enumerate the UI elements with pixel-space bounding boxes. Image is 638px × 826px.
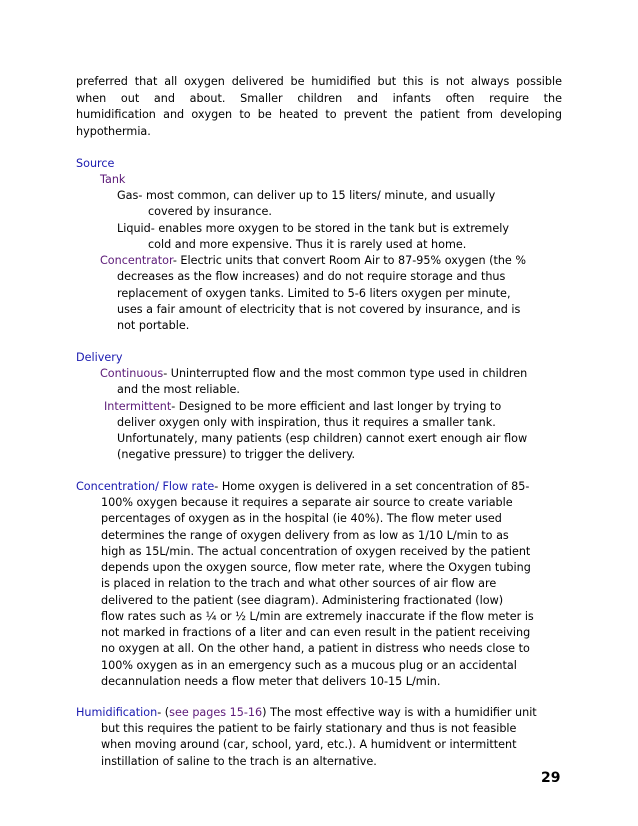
concentrator-line: not portable. [117,319,190,332]
gas-line: covered by insurance. [148,205,272,218]
intermittent-line: (negative pressure) to trigger the delivery. [117,448,356,461]
concentration-line: 100% oxygen as in an emergency such as a mucous plug or an accidental [101,659,517,672]
concentration-line: flow rates such as ¼ or ½ L/min are extremely inaccurate if the flow meter is [101,610,534,623]
tank-label: Tank [100,173,126,186]
concentrator-line: replacement of oxygen tanks. Limited to 5-6 liters oxygen per minute, [117,287,511,300]
intro-line: humidification and oxygen to be heated to prevent the patient from developing [76,108,562,121]
continuous-label: Continuous [100,367,164,380]
liquid-line: Liquid- enables more oxygen to be stored in the tank but is extremely [117,222,509,235]
intro-line: when out and about. Smaller children and infants often require the [76,92,562,105]
concentration-line: delivered to the patient (see diagram). Administering fractionated (low) [101,594,504,607]
concentration-text: - Home oxygen is delivered in a set concentration of 85- [214,480,530,493]
intermittent-text: - Designed to be more efficient and last longer by trying to [171,400,502,413]
intermittent-label: Intermittent [104,400,172,413]
concentration-line: decannulation needs a flow meter that delivers 10-15 L/min. [101,675,441,688]
humidification-dash: - ( [157,706,170,719]
concentration-line [76,479,529,495]
humidification-label: Humidification [76,706,158,719]
concentration-line: 100% oxygen because it requires a separate air source to create variable [101,496,513,509]
intermittent-line [104,399,501,415]
concentration-line: is placed in relation to the trach and what other sources of air flow are [101,577,497,590]
liquid-line: cold and more expensive. Thus it is rarely used at home. [148,238,467,251]
concentration-line: percentages of oxygen as in the hospital (ie 40%). The flow meter used [101,512,502,525]
concentration-line: depends upon the oxygen source, flow meter rate, where the Oxygen tubing [101,561,531,574]
delivery-heading: Delivery [76,351,123,364]
continuous-line [100,366,527,382]
intro-line: preferred that all oxygen delivered be humidified but this is not always possible [76,75,562,88]
continuous-text: - Uninterrupted flow and the most common type used in children [163,367,528,380]
humidification-line: but this requires the patient to be fairly stationary and thus is not feasible [101,722,517,735]
concentration-label: Concentration/ Flow rate [76,480,215,493]
concentrator-text: - Electric units that convert Room Air to 87-95% oxygen (the % [172,254,526,267]
source-heading: Source [76,157,115,170]
concentrator-line: uses a fair amount of electricity that is not covered by insurance, and is [117,303,521,316]
continuous-line: and the most reliable. [117,383,240,396]
intermittent-line: Unfortunately, many patients (esp children) cannot exert enough air flow [117,432,528,445]
gas-line: Gas- most common, can deliver up to 15 liters/ minute, and usually [117,189,496,202]
pages-link[interactable]: see pages 15-16 [169,706,263,719]
concentration-line: high as 15L/min. The actual concentration of oxygen received by the patient [101,545,531,558]
intermittent-line: deliver oxygen only with inspiration, thus it requires a smaller tank. [117,416,496,429]
humidification-line: when moving around (car, school, yard, etc.). A humidvent or intermittent [101,738,517,751]
page-number: 29 [541,770,561,786]
concentration-line: determines the range of oxygen delivery from as low as 1/10 L/min to as [101,529,509,542]
concentration-line: not marked in fractions of a liter and can even result in the patient receiving [101,626,531,639]
intro-line: hypothermia. [76,125,151,138]
concentrator-label: Concentrator [100,254,173,267]
concentrator-line: decreases as the flow increases) and do not require storage and thus [117,270,506,283]
concentrator-line [100,253,526,269]
concentration-line: no oxygen at all. On the other hand, a patient in distress who needs close to [101,642,530,655]
humidification-line: instillation of saline to the trach is an alternative. [101,755,377,768]
humidification-text: ) The most effective way is with a humidifier unit [262,706,537,719]
humidification-line [76,705,537,721]
